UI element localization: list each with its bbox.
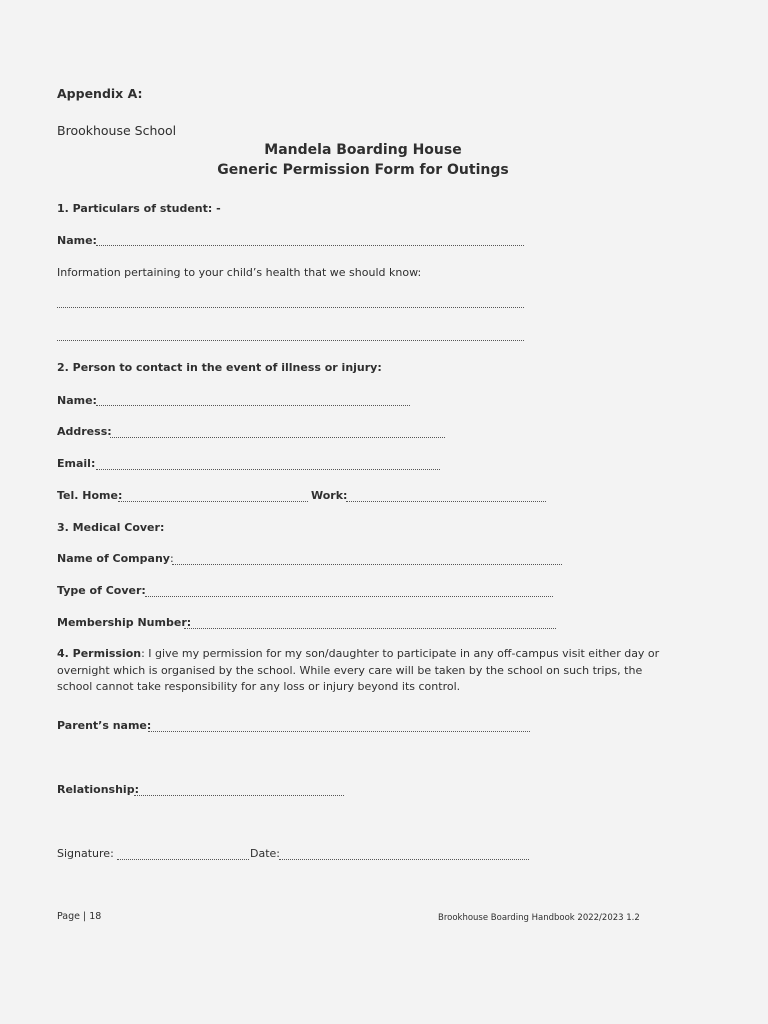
work-label: Work:: [311, 489, 348, 502]
health-info-prompt: Information pertaining to your child’s health that we should know:: [57, 266, 422, 279]
handbook-reference: Brookhouse Boarding Handbook 2022/2023 1.2: [438, 913, 640, 923]
section3-heading: 3. Medical Cover:: [57, 521, 165, 534]
cover-type-field[interactable]: [145, 595, 553, 597]
company-label-text: Name of Company: [57, 552, 170, 565]
address-label: Address:: [57, 425, 112, 438]
form-title: Generic Permission Form for Outings: [217, 162, 509, 178]
tel-home-field[interactable]: [118, 500, 308, 502]
date-label: Date:: [250, 847, 280, 860]
cover-type-label: Type of Cover:: [57, 584, 146, 597]
permission-statement: [57, 646, 667, 696]
parent-name-label: Parent’s name:: [57, 719, 152, 732]
email-label: Email:: [57, 457, 96, 470]
student-name-field[interactable]: [96, 244, 524, 246]
page-number: Page | 18: [57, 911, 102, 922]
email-field[interactable]: [96, 468, 440, 470]
date-field[interactable]: [279, 858, 529, 860]
signature-label: Signature:: [57, 847, 114, 860]
section2-heading: 2. Person to contact in the event of illness or injury:: [57, 361, 382, 374]
form-title-house: Mandela Boarding House: [264, 142, 462, 158]
section1-heading: 1. Particulars of student: -: [57, 202, 221, 215]
work-phone-field[interactable]: [346, 500, 546, 502]
contact-name-label: Name:: [57, 394, 97, 407]
health-info-line-1[interactable]: [57, 306, 524, 308]
permission-text: : I give my permission for my son/daughter to participate in any off-campus visit either day or overnight which is organised by the school. While every care will be taken by the school on such trips, the school cannot take responsibility for any loss or injury beyond its control.: [57, 647, 660, 693]
company-field[interactable]: [172, 563, 562, 565]
company-label: [57, 552, 174, 565]
company-label-colon: :: [169, 552, 174, 565]
tel-home-label: Tel. Home:: [57, 489, 123, 502]
relationship-label: Relationship:: [57, 783, 139, 796]
relationship-field[interactable]: [134, 794, 344, 796]
address-field[interactable]: [110, 436, 445, 438]
signature-field[interactable]: [117, 858, 249, 860]
permission-heading: 4. Permission: [57, 647, 142, 660]
parent-name-field[interactable]: [148, 730, 530, 732]
contact-name-field[interactable]: [96, 404, 410, 406]
student-name-label: Name:: [57, 234, 97, 247]
health-info-line-2[interactable]: [57, 339, 524, 341]
appendix-label: Appendix A:: [57, 86, 143, 101]
membership-field[interactable]: [184, 627, 556, 629]
school-name: Brookhouse School: [57, 123, 177, 138]
membership-label: Membership Number:: [57, 616, 192, 629]
